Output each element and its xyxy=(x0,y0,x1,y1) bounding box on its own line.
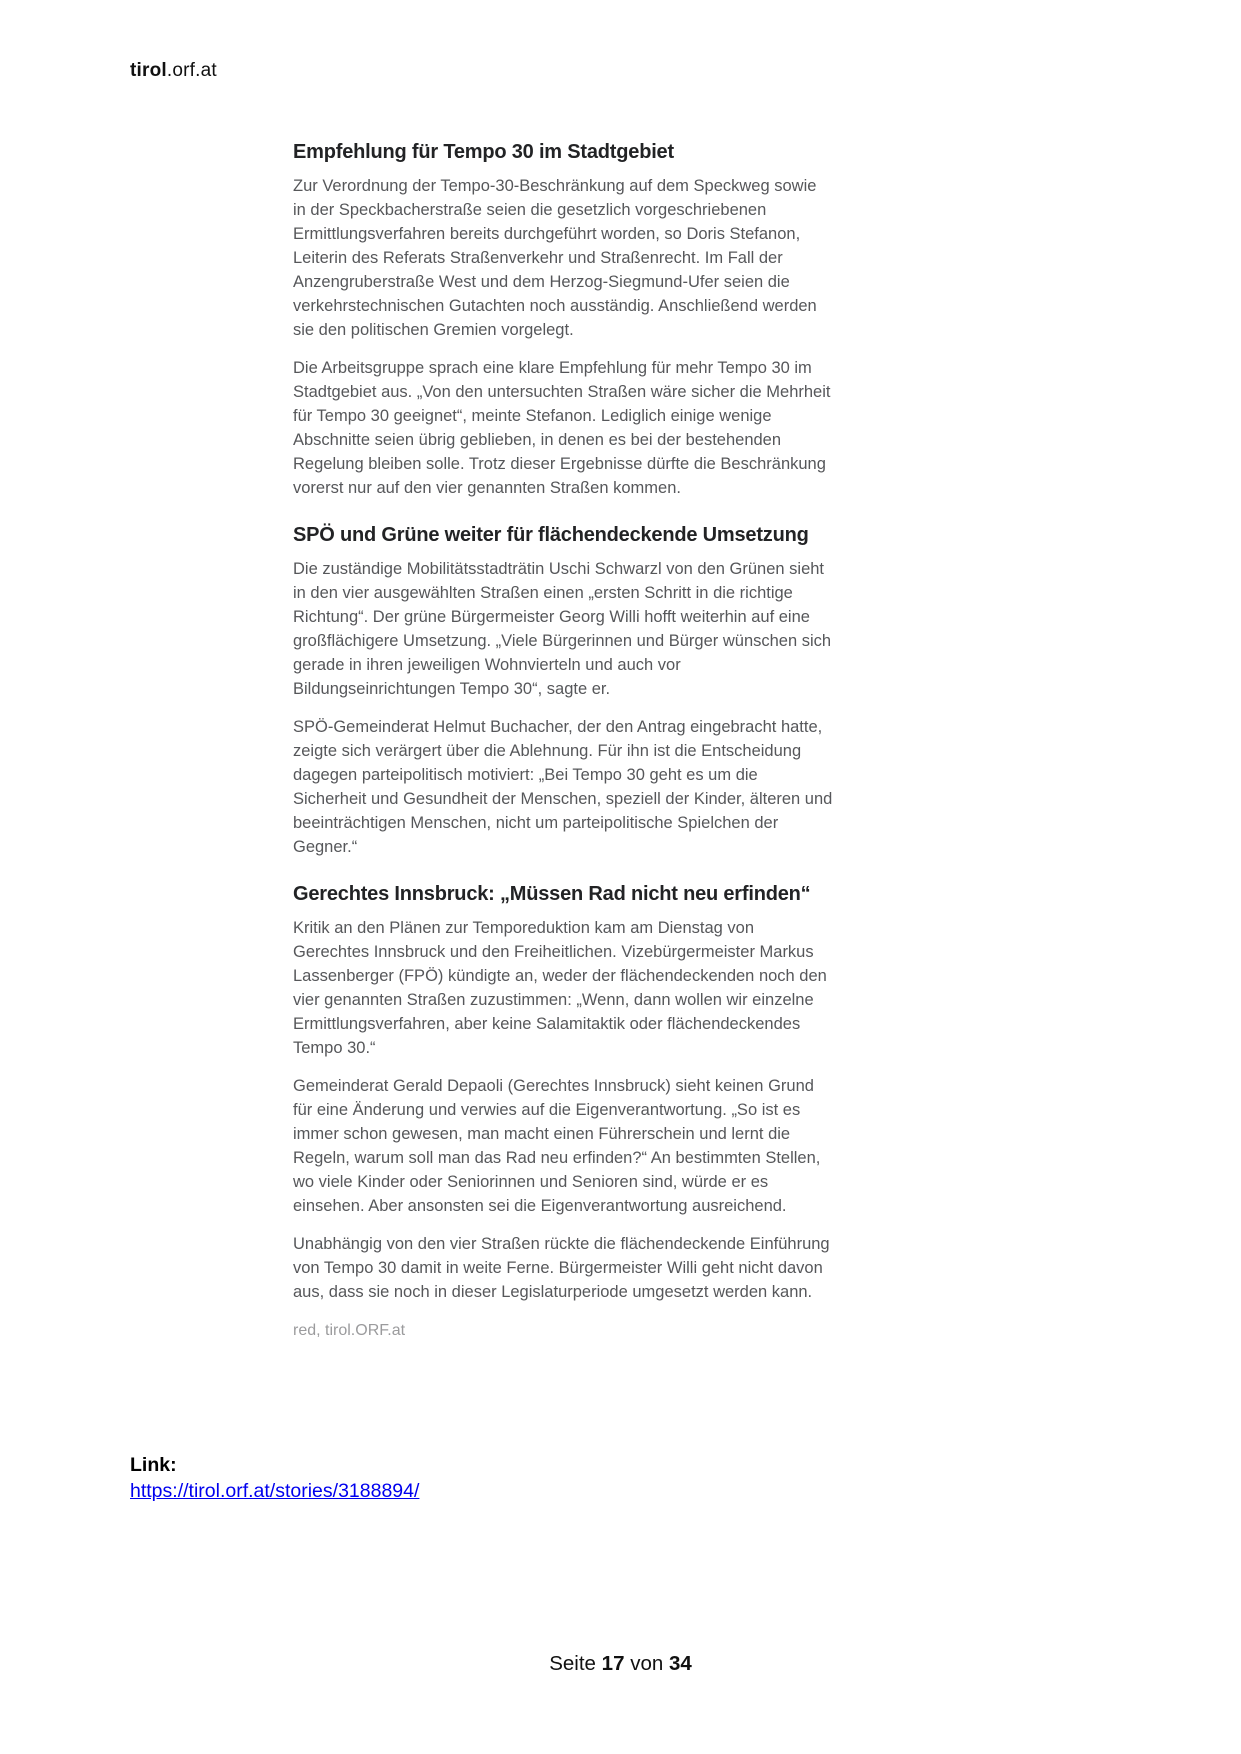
article-paragraph: Unabhängig von den vier Straßen rückte die flächendeckende Einführung von Tempo 30 damit in weite Ferne. Bürgermeister Willi geht nicht davon aus, dass sie noch in dieser Legislaturperiode umgesetzt werden kann. xyxy=(293,1235,830,1301)
footer-page-number: 17 xyxy=(601,1652,625,1675)
article-paragraph: SPÖ-Gemeinderat Helmut Buchacher, der den Antrag eingebracht hatte, zeigte sich verärgert über die Ablehnung. Für ihn ist die Entscheidung dagegen parteipolitisch motiviert: „Bei Tempo 30 geht es um die Sicherheit und Gesundheit der Menschen, speziell der Kinder, älteren und beeinträchtigen Menschen, nicht um parteipolitische Spielchen der Gegner.“ xyxy=(293,718,833,856)
section-heading: SPÖ und Grüne weiter für flächendeckende Umsetzung xyxy=(293,524,809,546)
section-heading: Gerechtes Innsbruck: „Müssen Rad nicht neu erfinden“ xyxy=(293,883,811,905)
link-block xyxy=(130,1452,419,1504)
article-link[interactable]: https://tirol.orf.at/stories/3188894/ xyxy=(130,1480,420,1502)
article-paragraph: Kritik an den Plänen zur Temporeduktion kam am Dienstag von Gerechtes Innsbruck und den Freiheitlichen. Vizebürgermeister Markus Lassenberger (FPÖ) kündigte an, weder der flächendeckenden noch den vier genannten Straßen zuzustimmen: „Wenn, dann wollen wir einzelne Ermittlungsverfahren, aber keine Salamitaktik oder flächendeckendes Tempo 30.“ xyxy=(293,919,827,1057)
article-section xyxy=(293,523,833,859)
link-label: Link: xyxy=(130,1454,177,1476)
article-byline: red, tirol.ORF.at xyxy=(293,1322,406,1339)
footer-page-total: 34 xyxy=(668,1652,692,1675)
article-column xyxy=(293,140,833,1340)
article-paragraph: Gemeinderat Gerald Depaoli (Gerechtes Innsbruck) sieht keinen Grund für eine Änderung und verwies auf die Eigenverantwortung. „So ist es immer schon gewesen, man macht einen Führerschein und lernt die Regeln, warum soll man das Rad neu erfinden?“ An bestimmten Stellen, wo viele Kinder oder Seniorinnen und Senioren sind, würde er es einsehen. Aber ansonsten sei die Eigenverantwortung ausreichend. xyxy=(293,1077,821,1215)
article-paragraph: Zur Verordnung der Tempo-30-Beschränkung auf dem Speckweg sowie in der Speckbacherstraße seien die gesetzlich vorgeschriebenen Ermittlungsverfahren bereits durchgeführt worden, so Doris Stefanon, Leiterin des Referats Straßenverkehr und Straßenrecht. Im Fall der Anzengruberstraße West und dem Herzog-Siegmund-Ufer seien die verkehrstechnischen Gutachten noch ausständig. Anschließend werden sie den politischen Gremien vorgelegt. xyxy=(293,177,817,339)
article-section xyxy=(293,140,833,500)
article-section xyxy=(293,882,833,1304)
site-brand-rest: .orf.at xyxy=(166,60,217,81)
footer-of-word: von xyxy=(630,1652,664,1675)
section-heading: Empfehlung für Tempo 30 im Stadtgebiet xyxy=(293,141,674,163)
article-paragraph: Die Arbeitsgruppe sprach eine klare Empfehlung für mehr Tempo 30 im Stadtgebiet aus. „Von den untersuchten Straßen wäre sicher die Mehrheit für Tempo 30 geeignet“, meinte Stefanon. Lediglich einige wenige Abschnitte seien übrig geblieben, in denen es bei der bestehenden Regelung bleiben solle. Trotz dieser Ergebnisse dürfte die Beschränkung vorerst nur auf den vier genannten Straßen kommen. xyxy=(293,359,831,497)
site-brand xyxy=(130,60,217,82)
page-footer xyxy=(0,1652,1241,1676)
footer-page-word: Seite xyxy=(549,1652,596,1675)
article-paragraph: Die zuständige Mobilitätsstadträtin Uschi Schwarzl von den Grünen sieht in den vier ausgewählten Straßen einen „ersten Schritt in die richtige Richtung“. Der grüne Bürgermeister Georg Willi hofft weiterhin auf eine großflächigere Umsetzung. „Viele Bürgerinnen und Bürger wünschen sich gerade in ihren jeweiligen Wohnvierteln und auch vor Bildungseinrichtungen Tempo 30“, sagte er. xyxy=(293,560,832,698)
site-brand-bold: tirol xyxy=(130,60,167,81)
